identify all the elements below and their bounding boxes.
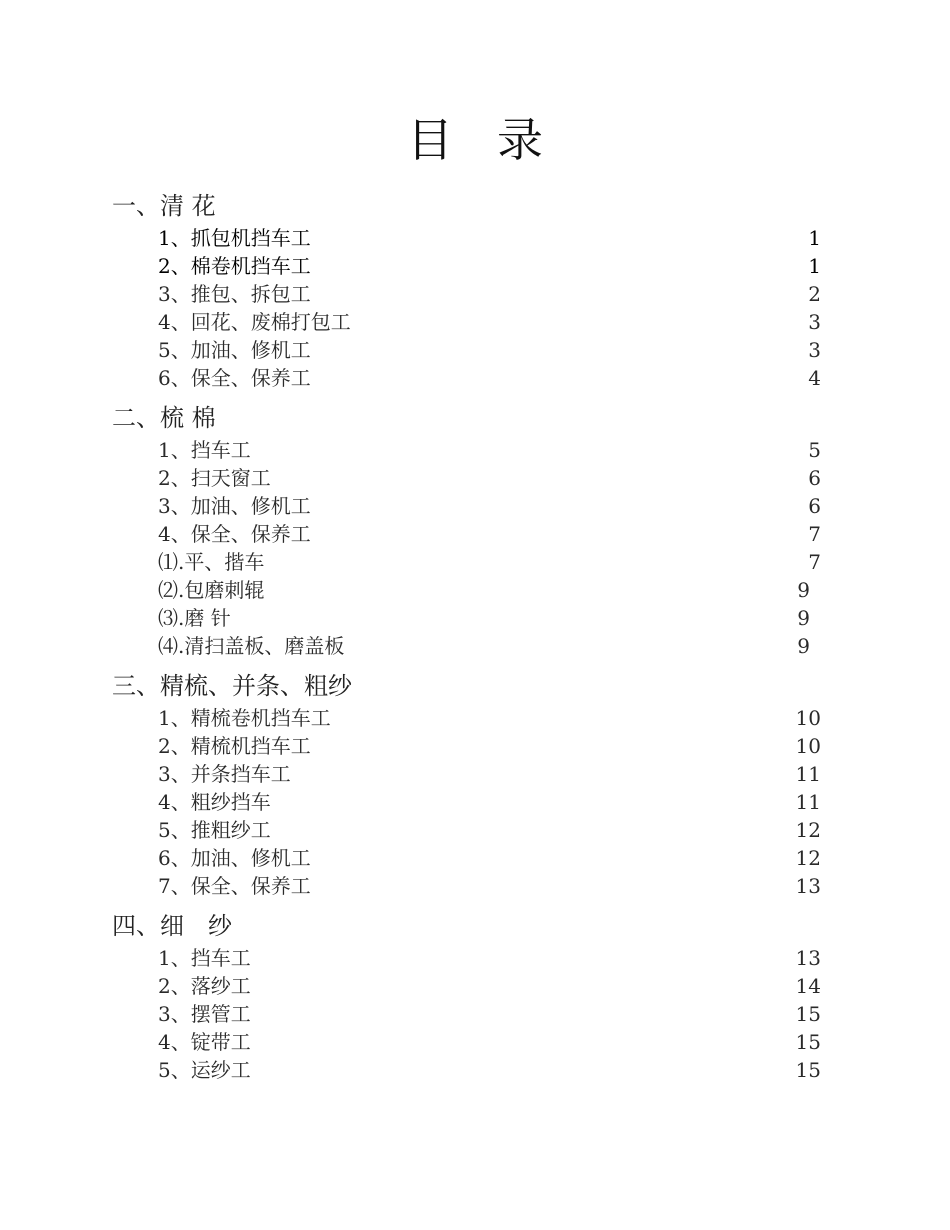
toc-entry-label: 4、回花、废棉打包工 <box>158 310 351 334</box>
toc-entry-page: 7 <box>808 522 821 546</box>
toc-entry-label: 2、落纱工 <box>158 974 251 998</box>
toc-entry-label: 5、运纱工 <box>158 1058 251 1082</box>
toc-entry-label: 3、并条挡车工 <box>158 762 291 786</box>
section-heading: 四、细 纱 <box>112 912 232 940</box>
toc-entry-page: 5 <box>808 438 821 462</box>
toc-entry-label: ⑵.包磨刺辊 <box>158 578 265 602</box>
toc-entry-page: 13 <box>795 874 821 898</box>
toc-entry[interactable] <box>0 704 950 732</box>
toc-entry-page: 2 <box>808 282 821 306</box>
toc-section-qinghua <box>0 188 950 392</box>
toc-entry[interactable] <box>0 732 950 760</box>
toc-entry-label: 2、扫天窗工 <box>158 466 271 490</box>
toc-entry-page: 12 <box>795 846 821 870</box>
toc-entry-label: 5、加油、修机工 <box>158 338 311 362</box>
toc-entry[interactable] <box>0 436 950 464</box>
toc-entry[interactable] <box>0 944 950 972</box>
toc-entry-page: 15 <box>795 1030 821 1054</box>
toc-entry-label: 4、保全、保养工 <box>158 522 311 546</box>
toc-entry[interactable] <box>0 576 950 604</box>
toc-entry-page: 1 <box>808 226 821 250</box>
toc-entry-label: 1、挡车工 <box>158 438 251 462</box>
toc-entry-label: 1、精梳卷机挡车工 <box>158 706 331 730</box>
toc-entry-label: 3、推包、拆包工 <box>158 282 311 306</box>
toc-entry[interactable] <box>0 520 950 548</box>
toc-entry-page: 9 <box>797 578 810 602</box>
toc-entry-label: 2、精梳机挡车工 <box>158 734 311 758</box>
toc-entry-page: 4 <box>808 366 821 390</box>
toc-section-jingshu <box>0 668 950 900</box>
toc-entry-page: 14 <box>795 974 821 998</box>
toc-entry[interactable] <box>0 816 950 844</box>
toc-entry-label: 5、推粗纱工 <box>158 818 271 842</box>
toc-entry-label: 7、保全、保养工 <box>158 874 311 898</box>
toc-entry[interactable] <box>0 1028 950 1056</box>
toc-entry-label: ⑴.平、揩车 <box>158 550 265 574</box>
toc-entry[interactable] <box>0 844 950 872</box>
section-heading: 二、梳 棉 <box>112 404 216 432</box>
toc-entry-page: 7 <box>808 550 821 574</box>
toc-entry-label: 1、挡车工 <box>158 946 251 970</box>
toc-entry[interactable] <box>0 972 950 1000</box>
section-heading: 一、清 花 <box>112 192 216 220</box>
toc-entry-page: 6 <box>808 494 821 518</box>
toc-entry-page: 3 <box>808 310 821 334</box>
toc-entry-page: 1 <box>808 254 821 278</box>
toc-section-shumian <box>0 400 950 660</box>
toc-entry-page: 10 <box>795 706 821 730</box>
toc-entry-label: 6、加油、修机工 <box>158 846 311 870</box>
toc-entry-page: 9 <box>797 606 810 630</box>
toc-entry-page: 15 <box>795 1058 821 1082</box>
toc-entry-label: 3、摆管工 <box>158 1002 251 1026</box>
toc-entry-label: 4、粗纱挡车 <box>158 790 271 814</box>
toc-entry[interactable] <box>0 492 950 520</box>
table-of-contents <box>0 188 950 1084</box>
toc-entry-page: 12 <box>795 818 821 842</box>
toc-entry[interactable] <box>0 364 950 392</box>
toc-entry[interactable] <box>0 280 950 308</box>
title-char-right: 录 <box>497 113 543 167</box>
toc-entry[interactable] <box>0 760 950 788</box>
toc-entry-page: 10 <box>795 734 821 758</box>
toc-entry[interactable] <box>0 336 950 364</box>
toc-entry-label: 6、保全、保养工 <box>158 366 311 390</box>
section-heading: 三、精梳、并条、粗纱 <box>112 672 352 700</box>
toc-entry[interactable] <box>0 1000 950 1028</box>
toc-entry-page: 13 <box>795 946 821 970</box>
toc-entry-page: 15 <box>795 1002 821 1026</box>
toc-entry[interactable] <box>0 464 950 492</box>
toc-entry[interactable] <box>0 308 950 336</box>
toc-section-xisha <box>0 908 950 1084</box>
toc-entry-label: 3、加油、修机工 <box>158 494 311 518</box>
toc-entry-page: 6 <box>808 466 821 490</box>
toc-entry[interactable] <box>0 252 950 280</box>
toc-entry-label: ⑷.清扫盖板、磨盖板 <box>158 634 345 658</box>
toc-entry[interactable] <box>0 872 950 900</box>
page-title <box>0 110 950 170</box>
toc-entry-page: 11 <box>795 790 821 814</box>
toc-entry-page: 9 <box>797 634 810 658</box>
toc-entry[interactable] <box>0 604 950 632</box>
toc-entry[interactable] <box>0 632 950 660</box>
toc-entry-label: ⑶.磨 针 <box>158 606 231 630</box>
toc-entry-label: 2、棉卷机挡车工 <box>158 254 311 278</box>
toc-entry[interactable] <box>0 224 950 252</box>
title-char-left: 目 <box>407 113 453 167</box>
toc-entry-label: 4、锭带工 <box>158 1030 251 1054</box>
toc-entry-page: 3 <box>808 338 821 362</box>
toc-entry[interactable] <box>0 1056 950 1084</box>
toc-entry[interactable] <box>0 548 950 576</box>
toc-entry-label: 1、抓包机挡车工 <box>158 226 311 250</box>
toc-entry[interactable] <box>0 788 950 816</box>
toc-entry-page: 11 <box>795 762 821 786</box>
